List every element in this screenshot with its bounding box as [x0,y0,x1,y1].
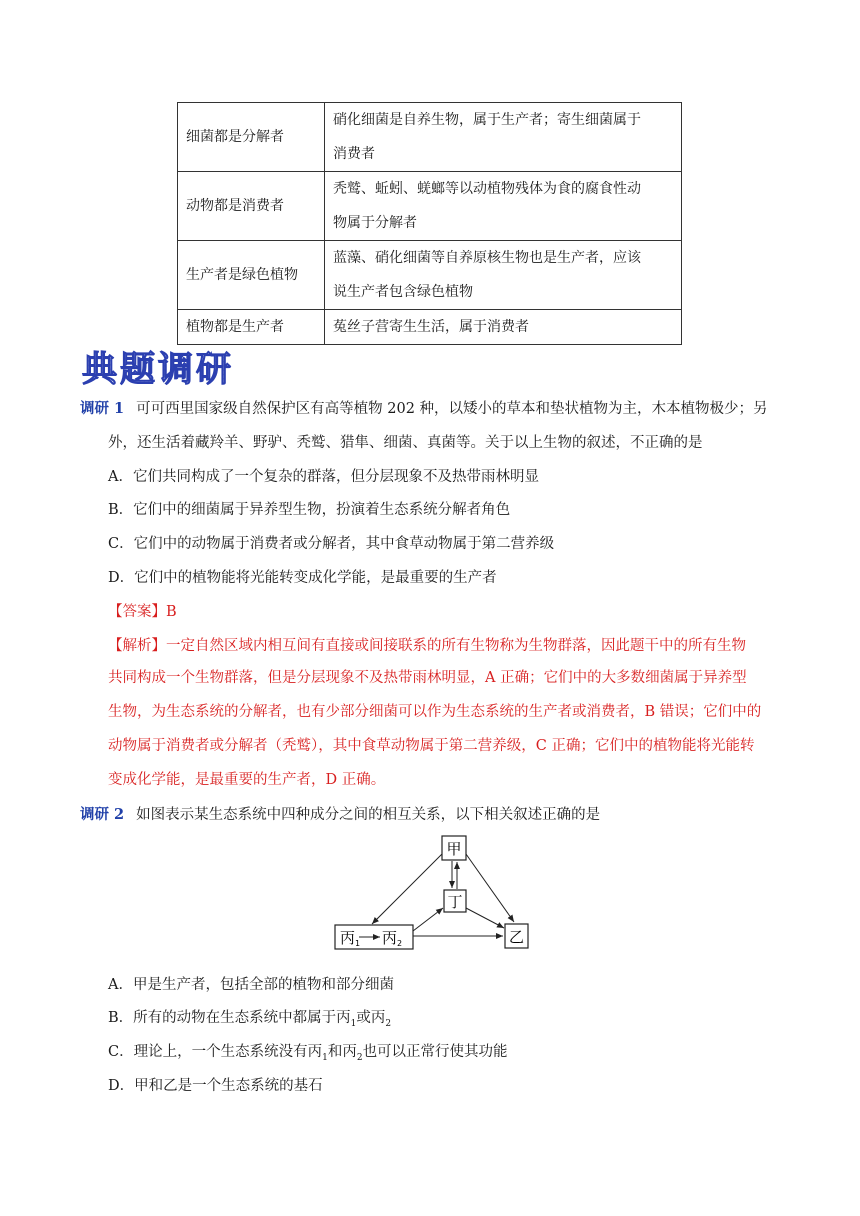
table-row [178,103,682,172]
q1-stem-line [80,397,768,418]
q1-analysis-line: 动物属于消费者或分解者（秃鹫），其中食草动物属于第二营养级，C 正确；它们中的植物能将光能转 [108,738,755,754]
bing2-text: 丙 [382,929,398,947]
ecosystem-diagram [332,834,532,954]
q1-analysis-line: 生物，为生态系统的分解者，也有少部分细菌可以作为生态系统的生产者或消费者，B 错误；它们中的 [108,704,762,720]
q1-stem-text: 可可西里国家级自然保护区有高等植物 202 种，以矮小的草本和垫状植物为主，木本植物极少；另 [136,401,768,417]
arrow-bing-to-ding [413,908,443,931]
table-cell: 生产者是绿色植物 [178,241,325,310]
q2-option-c [108,1040,508,1063]
q1-analysis-line: 共同构成一个生物群落，但是分层现象不及热带雨林明显，A 正确；它们中的大多数细菌属于异养型 [108,670,747,686]
q1-option-d: D．它们中的植物能将光能转变成化学能，是最重要的生产者 [108,570,497,586]
q2-stem-text: 如图表示某生态系统中四种成分之间的相互关系，以下相关叙述正确的是 [136,807,601,823]
q2-label: 调研 2 [80,806,125,823]
q1-option-c: C．它们中的动物属于消费者或分解者，其中食草动物属于第二营养级 [108,536,555,552]
q2-stem-line [80,803,600,824]
arrow-jia-to-bing1 [372,854,442,924]
cell-line: 菟丝子营寄生生活，属于消费者 [333,319,529,335]
cell-line: 蓝藻、硝化细菌等自养原核生物也是生产者，应该 [333,250,641,266]
q2-option-a: A．甲是生产者，包括全部的植物和部分细菌 [108,977,394,993]
subscript: 1 [322,1052,328,1063]
node-ding-label: 丁 [447,893,463,911]
q2-option-c-text: 也可以正常行使其功能 [362,1044,508,1060]
bing1-text: 丙 [340,929,356,947]
svg-text:典题调研: 典题调研 [82,350,235,388]
q2-option-b [108,1006,391,1029]
table-cell [325,241,682,310]
q2-option-b-text: 或丙 [356,1010,386,1026]
table-row [178,241,682,310]
table-cell: 细菌都是分解者 [178,103,325,172]
table-row [178,172,682,241]
q2-option-d: D．甲和乙是一个生态系统的基石 [108,1078,323,1094]
node-jia-label: 甲 [446,840,462,858]
subscript: 2 [385,1018,392,1029]
misconception-table [177,102,682,345]
analysis-label: 【解析】 [108,638,166,654]
table-cell: 植物都是生产者 [178,310,325,345]
q2-option-c-text: 和丙 [327,1044,357,1060]
subscript: 2 [356,1052,363,1063]
analysis-text: 一定自然区域内相互间有直接或间接联系的所有生物称为生物群落，因此题干中的所有生物 [166,638,746,654]
table-cell [325,310,682,345]
q1-analysis-line [108,634,746,655]
bing1-sub: 1 [355,939,361,948]
table-cell: 动物都是消费者 [178,172,325,241]
table-cell [325,103,682,172]
section-banner [80,348,250,388]
q2-option-c-text: C．理论上，一个生态系统没有丙 [108,1044,323,1060]
subscript: 1 [350,1018,357,1029]
q2-option-b-text: B．所有的动物在生态系统中都属于丙 [108,1010,351,1026]
q1-option-b: B．它们中的细菌属于异养型生物，扮演着生态系统分解者角色 [108,502,511,518]
arrow-ding-to-yi [466,908,504,928]
cell-line: 硝化细菌是自养生物，属于生产者；寄生细菌属于 [333,112,641,128]
bing2-sub: 2 [397,939,403,948]
table-cell [325,172,682,241]
q1-option-a: A．它们共同构成了一个复杂的群落，但分层现象不及热带雨林明显 [108,469,539,485]
q1-stem-line: 外，还生活着藏羚羊、野驴、秃鹫、猎隼、细菌、真菌等。关于以上生物的叙述，不正确的是 [108,435,703,451]
answer-label: 【答案】 [108,604,166,620]
cell-line: 消费者 [333,146,375,162]
q1-analysis-line: 变成化学能，是最重要的生产者，D 正确。 [108,772,386,788]
cell-line: 说生产者包含绿色植物 [333,284,473,300]
answer-value: B [166,604,177,620]
node-yi-label: 乙 [508,928,525,946]
table-row [178,310,682,345]
cell-line: 物属于分解者 [333,215,417,231]
q1-answer [108,600,177,621]
cell-line: 秃鹫、蚯蚓、蜣螂等以动植物残体为食的腐食性动 [333,181,641,197]
q1-label: 调研 1 [80,400,125,417]
